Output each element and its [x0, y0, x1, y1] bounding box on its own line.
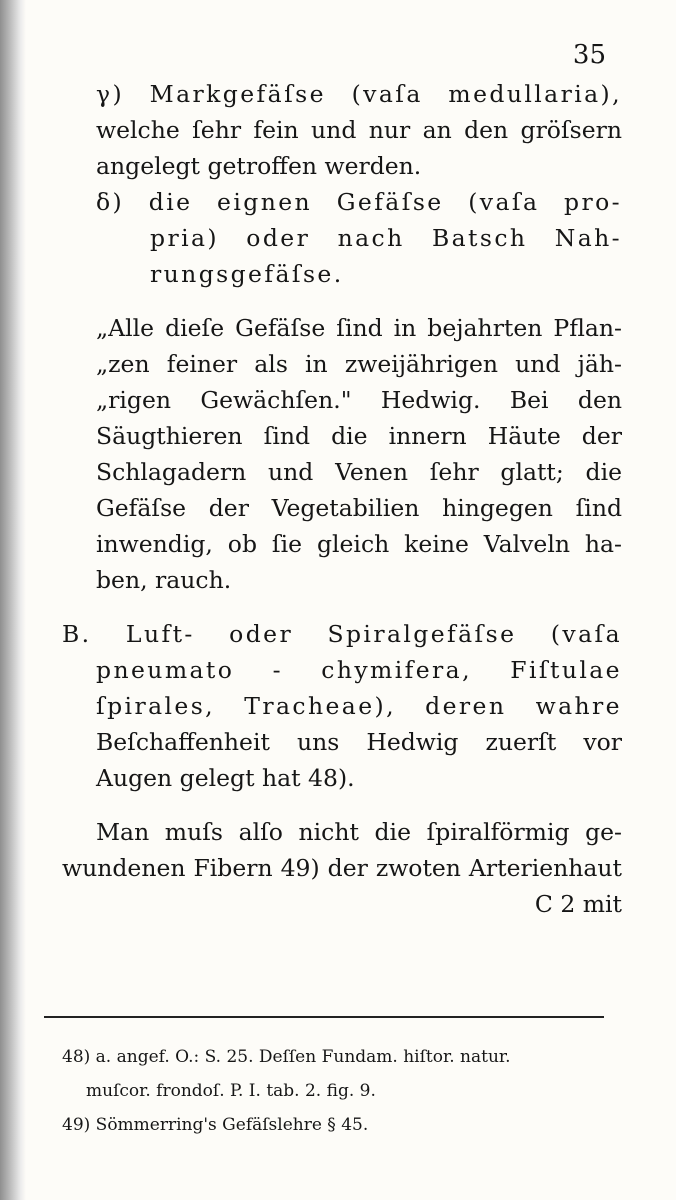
text-line: Beſchaffenheit uns Hedwig zuerſt vor: [96, 728, 622, 756]
text-line: γ) Markgefäſse (vaſa medullaria),: [96, 80, 622, 108]
catchword-line: C 2 mit: [534, 890, 622, 918]
text-line: ſpirales, Tracheae), deren wahre: [96, 692, 622, 720]
text-line: ben, rauch.: [96, 566, 232, 594]
footnote-line: 49) Sömmerring's Gefäſslehre § 45.: [62, 1115, 369, 1135]
text-line: δ) die eignen Gefäſse (vaſa pro-: [96, 188, 622, 216]
text-line: „rigen Gewächſen." Hedwig. Bei den: [96, 386, 622, 414]
paragraph-gap: [62, 292, 622, 310]
footnotes: [62, 1040, 602, 1142]
text-line: „zen feiner als in zweijährigen und jäh-: [96, 350, 622, 378]
text-line: inwendig, ob ſie gleich keine Valveln ha-: [96, 530, 622, 558]
text-line: wundenen Fibern 49) der zwoten Arterienhaut: [62, 854, 622, 882]
footnote-rule: [44, 1016, 604, 1018]
text-line: rungsgefäſse.: [150, 260, 344, 288]
paragraph-gap: [62, 796, 622, 814]
text-line: Säugthieren ſind die innern Häute der: [96, 422, 622, 450]
text-line: Man muſs alſo nicht die ſpiralförmig ge-: [96, 818, 622, 846]
text-line: Augen gelegt hat 48).: [96, 764, 355, 792]
text-line: Gefäſse der Vegetabilien hingegen ſind: [96, 494, 622, 522]
book-gutter-shadow: [0, 0, 26, 1200]
text-line: welche ſehr fein und nur an den gröſsern: [96, 116, 622, 144]
body-text: [62, 76, 622, 922]
text-line: angelegt getroffen werden.: [96, 152, 422, 180]
paragraph-gap: [62, 598, 622, 616]
text-line: Schlagadern und Venen ſehr glatt; die: [96, 458, 622, 486]
footnote-line: 48) a. angef. O.: S. 25. Deſſen Fundam. hiſtor. natur.: [62, 1047, 511, 1067]
page-number: 35: [572, 40, 606, 70]
text-line: „Alle dieſe Gefäſse ſind in bejahrten Pflan-: [96, 314, 622, 342]
footnote-line: muſcor. frondoſ. P. I. tab. 2. fig. 9.: [86, 1081, 376, 1101]
text-line: pria) oder nach Batsch Nah-: [150, 224, 622, 252]
text-line: pneumato - chymifera, Fiſtulae: [96, 656, 622, 684]
text-line: B. Luft- oder Spiralgefäſse (vaſa: [62, 620, 622, 648]
